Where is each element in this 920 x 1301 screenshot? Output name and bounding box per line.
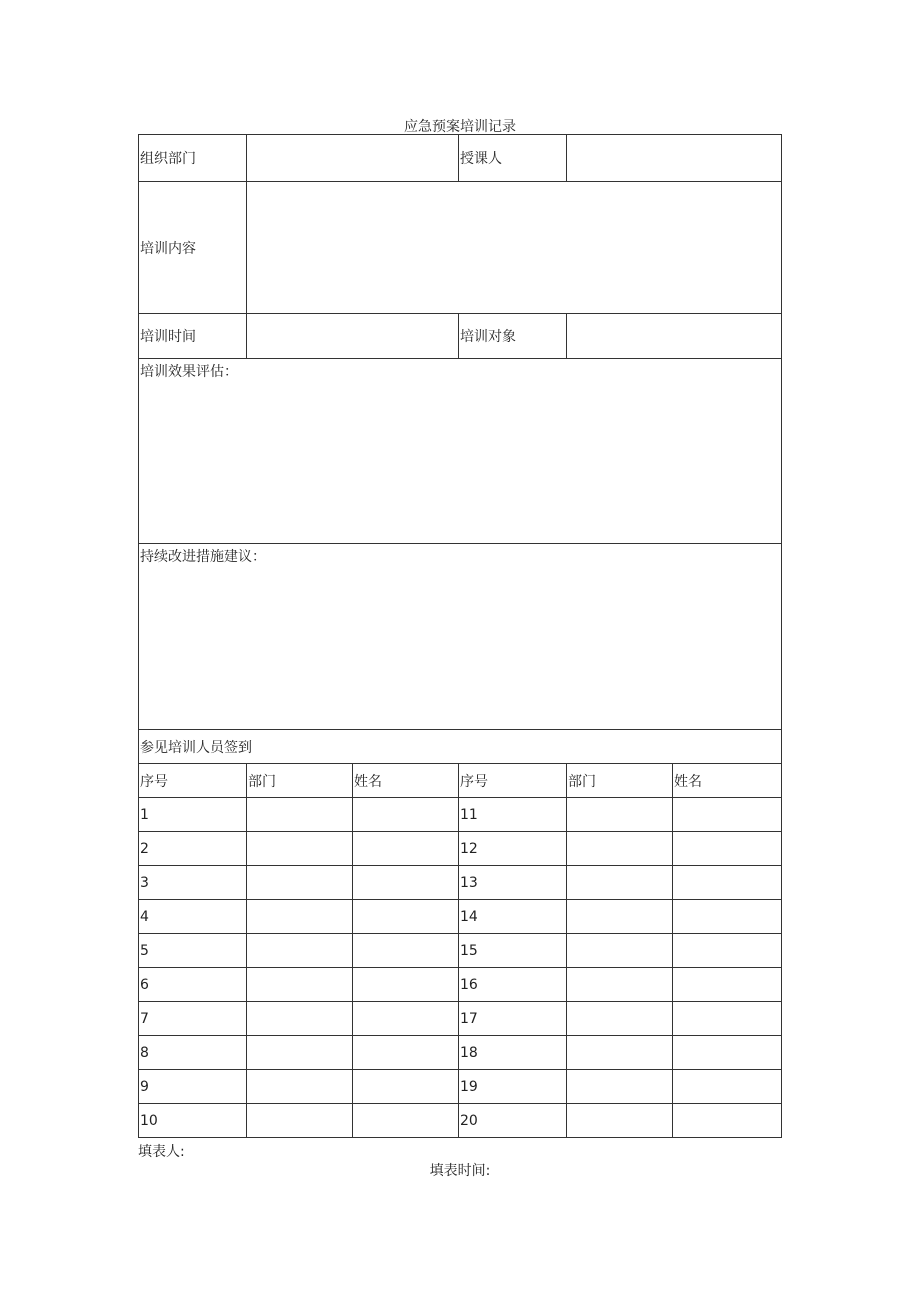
time-row <box>139 314 782 359</box>
header-cell: 序号 <box>459 764 567 798</box>
row-number: 14 <box>459 900 567 934</box>
time-label: 培训时间 <box>139 314 247 359</box>
dept-cell[interactable] <box>247 866 353 900</box>
name-cell[interactable] <box>353 1002 459 1036</box>
row-number: 11 <box>459 798 567 832</box>
table-row <box>139 1070 782 1104</box>
table-row <box>139 1036 782 1070</box>
dept-cell[interactable] <box>567 900 673 934</box>
table-row <box>139 832 782 866</box>
document-title: 应急预案培训记录 <box>404 119 516 135</box>
row-number: 10 <box>139 1104 247 1138</box>
row-number: 20 <box>459 1104 567 1138</box>
name-cell[interactable] <box>353 968 459 1002</box>
header-cell: 部门 <box>247 764 353 798</box>
effect-field[interactable] <box>139 359 782 544</box>
dept-cell[interactable] <box>567 1002 673 1036</box>
dept-cell[interactable] <box>567 832 673 866</box>
dept-cell[interactable] <box>567 866 673 900</box>
dept-cell[interactable] <box>567 1104 673 1138</box>
row-number: 2 <box>139 832 247 866</box>
target-field[interactable] <box>567 314 782 359</box>
row-number: 12 <box>459 832 567 866</box>
dept-cell[interactable] <box>247 934 353 968</box>
table-row <box>139 798 782 832</box>
name-cell[interactable] <box>673 798 782 832</box>
name-cell[interactable] <box>353 832 459 866</box>
header-cell: 部门 <box>567 764 673 798</box>
dept-cell[interactable] <box>247 1036 353 1070</box>
dept-cell[interactable] <box>247 968 353 1002</box>
org-dept-label: 组织部门 <box>139 135 247 182</box>
content-label: 培训内容 <box>139 182 247 314</box>
org-dept-field[interactable] <box>247 135 459 182</box>
table-row <box>139 866 782 900</box>
table-row <box>139 1002 782 1036</box>
name-cell[interactable] <box>353 1104 459 1138</box>
row-number: 9 <box>139 1070 247 1104</box>
fill-time-label: 填表时间: <box>429 1163 491 1179</box>
name-cell[interactable] <box>353 866 459 900</box>
row-number: 1 <box>139 798 247 832</box>
table-row <box>139 968 782 1002</box>
row-number: 8 <box>139 1036 247 1070</box>
dept-cell[interactable] <box>567 934 673 968</box>
name-cell[interactable] <box>353 798 459 832</box>
row-number: 3 <box>139 866 247 900</box>
name-cell[interactable] <box>673 866 782 900</box>
dept-cell[interactable] <box>567 1070 673 1104</box>
table-row <box>139 934 782 968</box>
name-cell[interactable] <box>673 968 782 1002</box>
dept-cell[interactable] <box>247 798 353 832</box>
name-cell[interactable] <box>353 900 459 934</box>
name-cell[interactable] <box>673 900 782 934</box>
filler-label: 填表人: <box>138 1144 185 1160</box>
name-cell[interactable] <box>673 832 782 866</box>
header-cell: 姓名 <box>353 764 459 798</box>
dept-cell[interactable] <box>247 1002 353 1036</box>
name-cell[interactable] <box>673 934 782 968</box>
row-number: 13 <box>459 866 567 900</box>
lecturer-label: 授课人 <box>459 135 567 182</box>
row-number: 6 <box>139 968 247 1002</box>
name-cell[interactable] <box>673 1036 782 1070</box>
dept-cell[interactable] <box>247 1104 353 1138</box>
improve-field[interactable] <box>139 544 782 730</box>
dept-cell[interactable] <box>567 968 673 1002</box>
row-number: 7 <box>139 1002 247 1036</box>
dept-cell[interactable] <box>567 1036 673 1070</box>
name-cell[interactable] <box>353 1070 459 1104</box>
row-number: 19 <box>459 1070 567 1104</box>
header-cell: 序号 <box>139 764 247 798</box>
dept-cell[interactable] <box>247 900 353 934</box>
dept-cell[interactable] <box>567 798 673 832</box>
time-field[interactable] <box>247 314 459 359</box>
name-cell[interactable] <box>353 934 459 968</box>
lecturer-field[interactable] <box>567 135 782 182</box>
improve-label: 持续改进措施建议： <box>140 549 266 565</box>
effect-row <box>139 359 782 544</box>
training-record-form <box>138 134 782 1138</box>
effect-label: 培训效果评估： <box>140 364 238 380</box>
name-cell[interactable] <box>353 1036 459 1070</box>
row-number: 15 <box>459 934 567 968</box>
improve-row <box>139 544 782 730</box>
header-cell: 姓名 <box>673 764 782 798</box>
name-cell[interactable] <box>673 1002 782 1036</box>
name-cell[interactable] <box>673 1070 782 1104</box>
dept-cell[interactable] <box>247 1070 353 1104</box>
row-number: 17 <box>459 1002 567 1036</box>
name-cell[interactable] <box>673 1104 782 1138</box>
content-row <box>139 182 782 314</box>
row-number: 4 <box>139 900 247 934</box>
signin-label: 参见培训人员签到 <box>139 730 782 764</box>
row-number: 16 <box>459 968 567 1002</box>
signin-header-row <box>139 764 782 798</box>
row-number: 18 <box>459 1036 567 1070</box>
dept-cell[interactable] <box>247 832 353 866</box>
org-row <box>139 135 782 182</box>
content-field[interactable] <box>247 182 782 314</box>
target-label: 培训对象 <box>459 314 567 359</box>
signin-title-row <box>139 730 782 764</box>
table-row <box>139 900 782 934</box>
table-row <box>139 1104 782 1138</box>
row-number: 5 <box>139 934 247 968</box>
